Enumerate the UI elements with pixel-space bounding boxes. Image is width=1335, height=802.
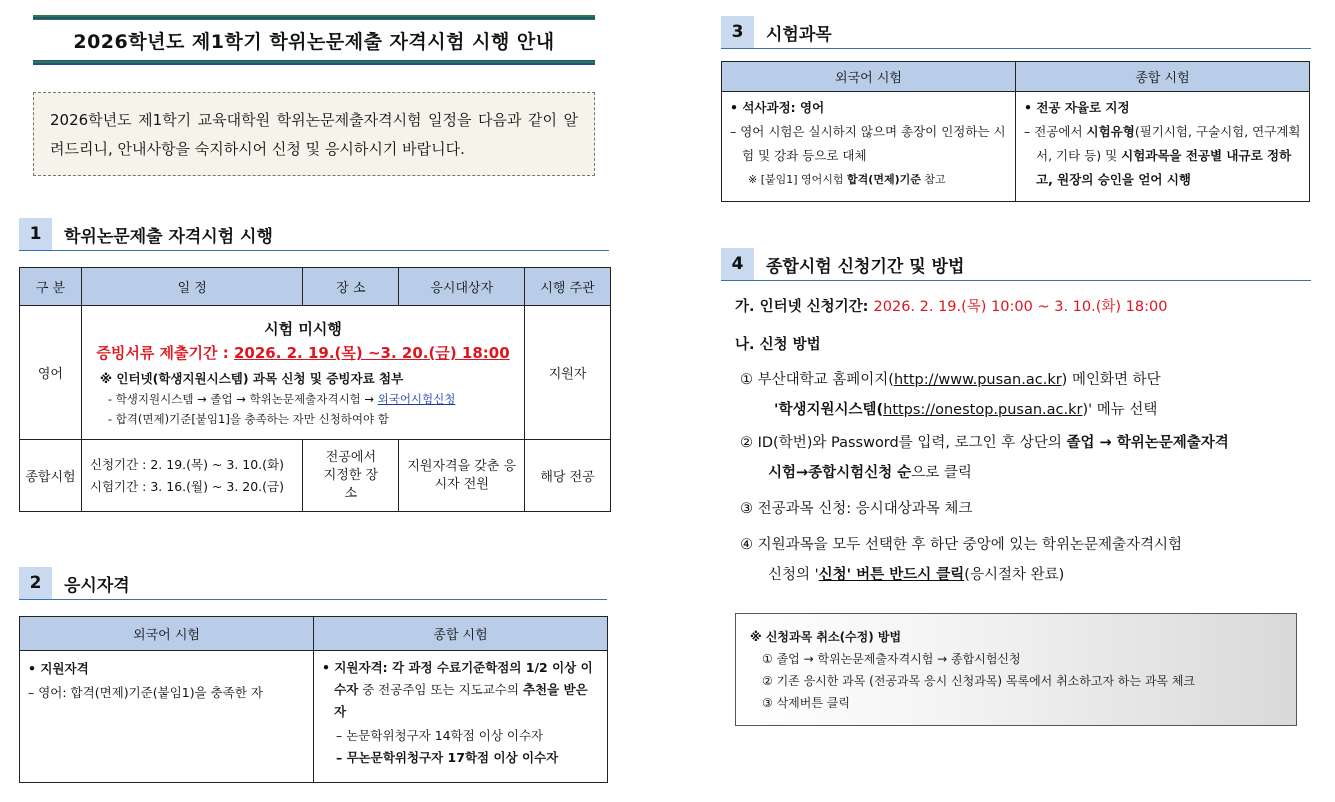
step-2-text-a: ② ID(학번)와 Password를 입력, 로그인 후 상단의: [740, 435, 1067, 451]
col-header-host: 시행 주관: [525, 268, 611, 306]
comprehensive-host: 해당 전공: [525, 440, 611, 512]
subjects-body-a: – 전공에서: [1024, 124, 1087, 139]
step-2-text-d: 으로 클릭: [911, 465, 972, 481]
step-1-text-b: ) 메인화면 하단: [1061, 372, 1161, 388]
step-2: [735, 428, 1315, 488]
eligibility-foreign-title: • 지원자격: [28, 661, 89, 676]
col-header-schedule: 일 정: [81, 268, 303, 306]
step-4: [735, 530, 1315, 590]
english-path-text: - 학생지원시스템 → 졸업 → 학위논문제출자격시험 →: [107, 392, 378, 406]
table-row-english: [20, 306, 611, 440]
schedule-table: [19, 267, 611, 512]
english-criteria-note: - 합격(면제)기준[붙임1]을 충족하는 자만 신청하여야 함: [107, 412, 389, 426]
step-2-text-c: 시험→종합시험신청 순: [768, 465, 912, 481]
step-4-text-a: ④ 지원과목을 모두 선택한 후 하단 중앙에 있는 학위논문제출자격시험: [740, 537, 1183, 553]
subjects-table: [721, 61, 1310, 202]
title-bottom-rule: [33, 61, 595, 63]
col-header-category: 구 분: [20, 268, 82, 306]
intro-text: 2026학년도 제1학기 교육대학원 학위논문제출자격시험 일정을 다음과 같이 알려드리니, 안내사항을 숙지하시어 신청 및 응시하시기 바랍니다.: [50, 111, 578, 158]
document-period-label: 증빙서류 제출기간 :: [96, 344, 234, 362]
eligibility-credit-text: • 지원자격: 각 과정 수료기준학점의 1/2 이상 이수자: [322, 660, 593, 697]
step-1-text-d: )' 메뉴 선택: [1082, 402, 1158, 418]
pusan-homepage-link[interactable]: http://www.pusan.ac.kr: [893, 372, 1062, 388]
section-2-header: [19, 567, 607, 600]
english-path: [108, 391, 512, 407]
eligibility-comprehensive-title: [322, 657, 599, 723]
step-1-text-c: '학생지원시스템(: [774, 402, 884, 418]
eligibility-nonthesis-line: – 무논문학위청구자 17학점 이상 이수자: [336, 750, 559, 765]
document-title-box: [33, 15, 595, 65]
section-3-number: 3: [721, 16, 754, 48]
foreign-exam-apply-link[interactable]: 외국어시험신청: [377, 392, 456, 406]
cancel-note-step-1: ① 졸업 → 학위논문제출자격시험 → 종합시험신청: [762, 652, 1021, 666]
step-4-text-c: 신청' 버튼 반드시 클릭: [818, 567, 965, 583]
step-4-text-d: (응시절차 완료): [964, 567, 1065, 583]
eligibility-foreign-cell: [20, 651, 314, 783]
eligibility-comprehensive-cell: [314, 651, 608, 783]
english-online-note: ※ 인터넷(학생지원시스템) 과목 신청 및 증빙자료 첨부: [99, 371, 404, 386]
cancel-note-title: ※ 신청과목 취소(수정) 방법: [750, 630, 902, 644]
subjects-foreign-cell: [722, 92, 1016, 202]
english-document-period: [94, 342, 512, 363]
section-3-header: [721, 16, 1311, 49]
comprehensive-exam-period: 시험기간 : 3. 16.(월) ~ 3. 20.(금): [89, 478, 284, 494]
subjects-comprehensive-title: • 전공 자율로 지정: [1024, 100, 1130, 115]
section-3-title: 시험과목: [766, 24, 832, 45]
section-4-body: [735, 295, 1315, 590]
note-bold: 합격(면제)기준: [847, 173, 921, 186]
eligibility-recommend-text: 중 전공주임 또는 지도교수의: [358, 682, 523, 697]
subjects-body-b: 시험유형: [1086, 124, 1135, 139]
step-1: [735, 365, 1315, 425]
subjects-body-c: (필기시험, 구술시험, 연구계획서, 기타 등) 및: [1036, 124, 1301, 163]
step-3: ③ 전공과목 신청: 응시대상과목 체크: [740, 501, 973, 517]
col-header-foreign-3: 외국어 시험: [722, 62, 1016, 92]
section-1-title: 학위논문제출 자격시험 시행: [64, 226, 273, 247]
section-1-number: 1: [19, 218, 52, 250]
col-header-place: 장 소: [303, 268, 399, 306]
comprehensive-place: 전공에서 지정한 장소: [303, 440, 399, 512]
section-2-title: 응시자격: [64, 575, 130, 596]
step-1-text-a: ① 부산대학교 홈페이지(: [740, 372, 894, 388]
comprehensive-target: 지원자격을 갖춘 응시자 전원: [399, 440, 525, 512]
online-period-label: 가. 인터넷 신청기간:: [735, 299, 874, 315]
note-prefix: ※ [붙임1] 영어시험: [748, 173, 848, 186]
subjects-comprehensive-cell: [1016, 92, 1310, 202]
method-heading: 나. 신청 방법: [735, 337, 821, 353]
subjects-foreign-title: • 석사과정: 영어: [730, 100, 825, 115]
online-period-date: 2026. 2. 19.(목) 10:00 ~ 3. 10.(화) 18:00: [873, 299, 1168, 315]
comprehensive-apply-period: 신청기간 : 2. 19.(목) ~ 3. 10.(화): [89, 456, 284, 472]
title-top-rule: [33, 17, 595, 19]
onestop-link[interactable]: https://onestop.pusan.ac.kr: [883, 402, 1083, 418]
document-period-date: 2026. 2. 19.(목) ~3. 20.(금) 18:00: [233, 344, 510, 362]
online-period-line: [735, 295, 1315, 321]
col-header-target: 응시대상자: [399, 268, 525, 306]
step-4-text-b: 신청의 ': [768, 567, 819, 583]
comprehensive-schedule-cell: [81, 440, 303, 512]
intro-box: [33, 92, 595, 176]
english-no-exam: 시험 미시행: [264, 320, 342, 338]
table-row-comprehensive: [20, 440, 611, 512]
eligibility-foreign-body: – 영어: 합격(면제)기준(붙임1)을 충족한 자: [28, 685, 263, 700]
section-4-title: 종합시험 신청기간 및 방법: [766, 256, 965, 277]
eligibility-recommend-bold: 추천을 받은 자: [334, 682, 588, 719]
english-host: 지원자: [525, 306, 611, 440]
eligibility-thesis-line: – 논문학위청구자 14학점 이상 이수자: [336, 728, 544, 743]
col-header-comprehensive-3: 종합 시험: [1016, 62, 1310, 92]
cancel-note-step-2: ② 기존 응시한 과목 (전공과목 응시 신청과목) 목록에서 취소하고자 하는 과목 체크: [762, 674, 1196, 688]
note-suffix: 참고: [920, 173, 946, 186]
cancel-note-step-3: ③ 삭제버튼 클릭: [762, 696, 850, 710]
subjects-foreign-body: – 영어 시험은 실시하지 않으며 총장이 인정하는 시험 및 강좌 등으로 대체: [730, 124, 1006, 163]
col-header-foreign: 외국어 시험: [20, 617, 314, 651]
subjects-comprehensive-body: [1024, 120, 1301, 192]
row-label-english: 영어: [20, 306, 82, 440]
section-4-header: [721, 248, 1311, 281]
subjects-foreign-note: [748, 168, 1007, 192]
section-2-number: 2: [19, 567, 52, 599]
step-2-text-b: 졸업 → 학위논문제출자격: [1066, 435, 1229, 451]
document-title: 2026학년도 제1학기 학위논문제출 자격시험 시행 안내: [73, 30, 555, 53]
cancel-note-box: [735, 613, 1297, 726]
section-4-number: 4: [721, 248, 754, 280]
section-1-header: [19, 218, 609, 251]
english-schedule-cell: [81, 306, 524, 440]
eligibility-table: [19, 616, 608, 783]
subjects-body-d: 시험과목을 전공별 내규로 정하고, 원장의 승인을 얻어 시행: [1036, 148, 1292, 187]
col-header-comprehensive: 종합 시험: [314, 617, 608, 651]
row-label-comprehensive: 종합시험: [20, 440, 82, 512]
